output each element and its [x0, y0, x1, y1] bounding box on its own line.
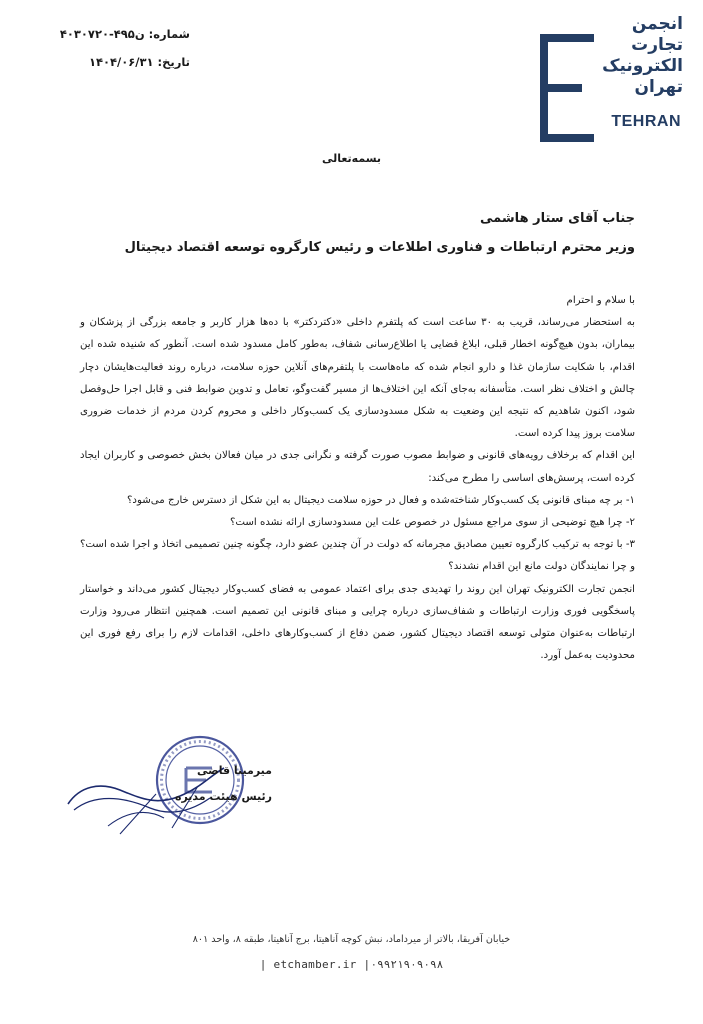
- letter-body: [80, 290, 635, 667]
- logo-english-text: TEHRAN: [611, 113, 681, 130]
- organization-logo: [538, 14, 683, 140]
- signer-name: میرمینا قاضی: [197, 764, 272, 777]
- paragraph-closing: انجمن تجارت الکترونیک تهران این روند را تهدیدی جدی برای اعتماد عمومی به فضای کسب‌وکار دیجیتال کشور می‌داند و خواستار پاسخگویی فوری وزارت ارتباطات و شفاف‌سازی درباره چرایی و مبنای قانونی این تصمیم است. همچنین انتظار می‌رود وزارت ارتباطات به‌عنوان متولی توسعه اقتصاد دیجیتال کشور، ضمن دفاع از کسب‌وکارهای داخلی، اقدامات لازم را برای رفع فوری این محدودیت به‌عمل آورد.: [80, 583, 635, 662]
- logo-line-2: تجارت: [631, 35, 683, 55]
- footer-contact: | etchamber.ir |۰۹۹۲۱۹۰۹۰۹۸: [259, 958, 444, 971]
- recipient-title: وزیر محترم ارتباطات و فناوری اطلاعات و رئیس کارگروه توسعه اقتصاد دیجیتال: [124, 240, 635, 255]
- signature-area: [60, 728, 290, 838]
- logo-e-mark-icon: [540, 34, 595, 142]
- letter-meta: [59, 20, 190, 76]
- signer-block: [172, 758, 272, 810]
- logo-line-1: انجمن: [631, 14, 683, 34]
- signer-position: رئیس هیئت مدیره: [174, 790, 272, 803]
- logo-line-4: تهران: [634, 77, 683, 97]
- recipient-name: جناب آقای ستار هاشمی: [480, 211, 635, 226]
- logo-line-3: الکترونیک: [602, 56, 683, 76]
- question-1: ۱- بر چه مبنای قانونی یک کسب‌وکار شناخته‌شده و فعال در حوزه سلامت دیجیتال به این شکل از دسترس خارج می‌شود؟: [127, 494, 635, 506]
- question-3: ۳- با توجه به ترکیب کارگروه تعیین مصادیق مجرمانه که دولت در آن چندین عضو دارد، چگونه چنین تصمیمی اتخاذ و اجرا شده است؟ و چرا نمایندگان دولت مانع این اقدام نشدند؟: [80, 539, 635, 573]
- letter-date: تاریخ: ۱۴۰۴/۰۶/۳۱: [88, 55, 190, 69]
- footer-address: خیابان آفریقا، بالاتر از میرداماد، نبش کوچه آناهیتا، برج آناهیتا، طبقه ۸، واحد ۸۰۱: [192, 934, 511, 945]
- paragraph-2: این اقدام که برخلاف رویه‌های قانونی و ضوابط مصوب صورت گرفته و نگرانی جدی در میان فعالان بخش خصوصی و کاربران ایجاد کرده است، پرسش‌های اساسی را مطرح می‌کند:: [80, 450, 635, 484]
- question-2: ۲- چرا هیچ توضیحی از سوی مراجع مسئول در خصوص علت این مسدودسازی ارائه نشده است؟: [229, 517, 635, 529]
- greeting: با سلام و احترام: [566, 295, 635, 306]
- logo-name: [597, 14, 683, 98]
- letter-number: شماره: ن۴۹۵-۴۰۳۰۷۲۰: [59, 27, 190, 41]
- paragraph-1: به استحضار می‌رساند، قریب به ۳۰ ساعت است که پلتفرم داخلی «دکتردکتر» با ده‌ها هزار کاربر و جامعه بزرگی از پزشکان و بیماران، بدون هیچ‌گونه اخطار قبلی، ابلاغ قضایی یا اطلاع‌رسانی شفاف، به‌طور کامل مسدود شده است. آنطور که شنیده شده این اقدام، با شکایت سازمان غذا و دارو انجام شده که ماه‌هاست با پلتفرم‌های آنلاین حوزه سلامت، درباره روند فعالیت‌هایشان دچار چالش و اختلاف نظر است. متأسفانه به‌جای آنکه این اختلاف‌ها از مسیر گفت‌وگو، تعامل و تدوین ضوابط فنی و قابل اجرا حل‌وفصل شود، اکنون شاهدیم که نتیجه این وضعیت به شکل مسدودسازی یک کسب‌وکار داخلی و محروم کردن مردم از خدمات ضروری سلامت بروز پیدا کرده است.: [80, 317, 635, 440]
- recipient-block: [115, 204, 635, 262]
- bismillah-heading: بسمه‌تعالی: [321, 152, 382, 165]
